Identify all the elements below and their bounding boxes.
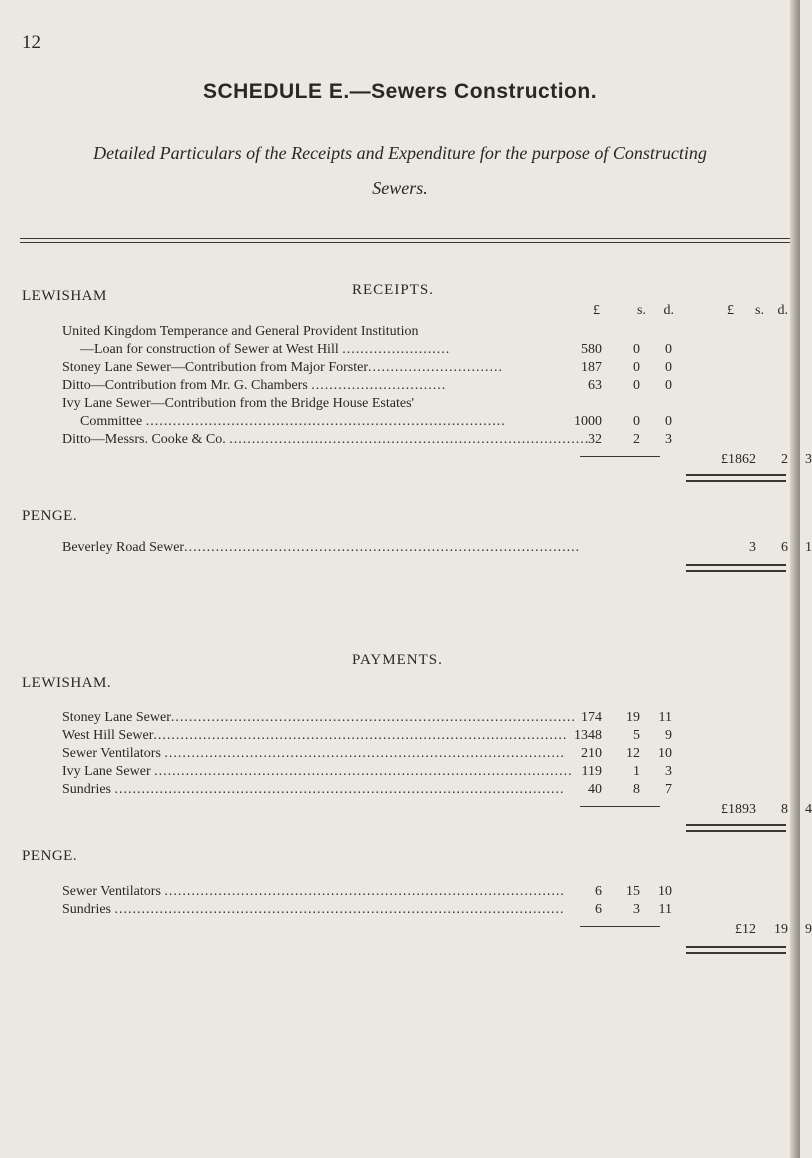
header-rule-top — [20, 238, 790, 239]
receipt-description: United Kingdom Temperance and General Provident Institution — [62, 324, 419, 339]
receipt-description: Ditto—Contribution from Mr. G. Chambers — [62, 378, 308, 393]
receipt-shillings: 0 — [633, 360, 640, 375]
total-shillings: 2 — [781, 452, 788, 467]
payment-shillings: 15 — [626, 884, 640, 899]
payment-pence: 7 — [665, 782, 672, 797]
schedule-subtitle: Detailed Particulars of the Receipts and Expenditure for the purpose of Constructing Sewers. — [93, 143, 707, 199]
document-page: 12 SCHEDULE E.—Sewers Construction. Detailed Particulars of the Receipts and Expenditure for the purpose of Constructing Sewers. LEWISHAM RECEIPTS. £ s. d. £ s. d. United Kingdom Temperance and General Provident Institution —Loan for construction of Sewer at West Hill ........................ 580 0 0 Stoney Lane Sewer—Contribution from Major Forster.............................. 187 0 0 Ditto—Contribution from Mr. G. Chambers .............................. 63 0 0 Ivy Lane Sewer—Contribution from the Bridge House Estates' Committee ................................................................................ 1000 0 0 Ditto—Messrs. Cooke & Co. ................................................................................ 32 2 3 £1862 2 3 PENGE. Beverley Road Sewer........................................................................................ 3 6 1 PAYMENTS. LEWISHAM. Stoney Lane Sewer.......................................................................................... 174 19 11 West Hill Sewer............................................................................................ 1348 5 9 Sewer Ventilators ......................................................................................... 210 12 10 Ivy Lane Sewer ............................................................................................. 119 1 3 Sundries .................................................................................................... 40 8 7 £1893 8 4 PENGE. Sewer Ventilators ......................................................................................... 6 15 10 Sundries .................................................................................................... 6 3 11 £12 19 9 — [0, 0, 800, 1158]
total-pence: 1 — [805, 540, 812, 555]
total-shillings: 8 — [781, 802, 788, 817]
receipts-heading: RECEIPTS. — [352, 282, 434, 298]
double-rule — [686, 474, 786, 482]
receipt-pounds: 63 — [588, 378, 602, 393]
receipt-pounds: 187 — [581, 360, 602, 375]
payment-pence: 3 — [665, 764, 672, 779]
payment-pounds: 6 — [595, 884, 602, 899]
payment-description: Sundries — [62, 902, 111, 917]
payments-heading: PAYMENTS. — [352, 652, 443, 668]
col-header-pence: d. — [663, 303, 674, 318]
page-number: 12 — [22, 32, 41, 53]
payment-pence: 10 — [658, 746, 672, 761]
payment-pounds: 174 — [581, 710, 602, 725]
payment-shillings: 1 — [633, 764, 640, 779]
payment-pounds: 210 — [581, 746, 602, 761]
receipt-pounds: 1000 — [574, 414, 602, 429]
receipt-description: Beverley Road Sewer — [62, 540, 185, 555]
receipt-description: Ditto—Messrs. Cooke & Co. — [62, 432, 226, 447]
subtotal-rule — [580, 926, 660, 927]
payment-description: Stoney Lane Sewer — [62, 710, 171, 725]
col-header-total-pence: d. — [777, 303, 788, 318]
receipts-penge-label: PENGE. — [22, 508, 78, 524]
receipt-pounds: 32 — [588, 432, 602, 447]
receipt-description-cont: Committee — [80, 414, 143, 429]
payment-description: Sundries — [62, 782, 111, 797]
total-pence: 4 — [805, 802, 812, 817]
subtotal-rule — [580, 806, 660, 807]
col-header-total-pounds: £ — [727, 303, 734, 318]
total-pence: 3 — [805, 452, 812, 467]
double-rule — [686, 824, 786, 832]
payment-shillings: 12 — [626, 746, 640, 761]
payments-lewisham-label: LEWISHAM. — [22, 675, 112, 691]
receipt-shillings: 2 — [633, 432, 640, 447]
receipts-lewisham-label: LEWISHAM — [22, 288, 107, 304]
col-header-pounds: £ — [593, 303, 600, 318]
payment-pence: 9 — [665, 728, 672, 743]
col-header-shillings: s. — [637, 303, 646, 318]
receipt-shillings: 0 — [633, 414, 640, 429]
payment-pounds: 6 — [595, 902, 602, 917]
payment-pounds: 40 — [588, 782, 602, 797]
receipt-pence: 3 — [665, 432, 672, 447]
payment-description: Sewer Ventilators — [62, 746, 161, 761]
payment-pence: 11 — [658, 710, 672, 725]
total-pounds: £12 — [735, 922, 756, 937]
payments-penge-label: PENGE. — [22, 848, 78, 864]
page-edge-shadow — [790, 0, 800, 1158]
payment-shillings: 19 — [626, 710, 640, 725]
payment-pounds: 119 — [581, 764, 602, 779]
col-header-total-shillings: s. — [755, 303, 764, 318]
receipt-pounds: 580 — [581, 342, 602, 357]
subtotal-rule — [580, 456, 660, 457]
receipt-description: Ivy Lane Sewer—Contribution from the Bridge House Estates' — [62, 396, 415, 411]
payment-description: Ivy Lane Sewer — [62, 764, 151, 779]
payment-shillings: 5 — [633, 728, 640, 743]
payment-shillings: 3 — [633, 902, 640, 917]
total-shillings: 19 — [774, 922, 788, 937]
receipt-description-cont: —Loan for construction of Sewer at West Hill — [80, 342, 339, 357]
total-pounds: £1862 — [721, 452, 756, 467]
double-rule — [686, 564, 786, 572]
schedule-title: SCHEDULE E.—Sewers Construction. — [202, 80, 598, 103]
receipt-pence: 0 — [665, 414, 672, 429]
total-pence: 9 — [805, 922, 812, 937]
payment-pounds: 1348 — [574, 728, 602, 743]
payment-description: Sewer Ventilators — [62, 884, 161, 899]
receipt-description: Stoney Lane Sewer—Contribution from Major Forster — [62, 360, 369, 375]
total-shillings: 6 — [781, 540, 788, 555]
double-rule — [686, 946, 786, 954]
receipt-pence: 0 — [665, 378, 672, 393]
total-pounds: £1893 — [721, 802, 756, 817]
payment-description: West Hill Sewer — [62, 728, 154, 743]
receipt-shillings: 0 — [633, 378, 640, 393]
payment-pence: 11 — [658, 902, 672, 917]
receipt-shillings: 0 — [633, 342, 640, 357]
payment-pence: 10 — [658, 884, 672, 899]
total-pounds: 3 — [749, 540, 756, 555]
receipt-pence: 0 — [665, 342, 672, 357]
receipt-pence: 0 — [665, 360, 672, 375]
header-rule-bottom — [20, 242, 790, 243]
payment-shillings: 8 — [633, 782, 640, 797]
